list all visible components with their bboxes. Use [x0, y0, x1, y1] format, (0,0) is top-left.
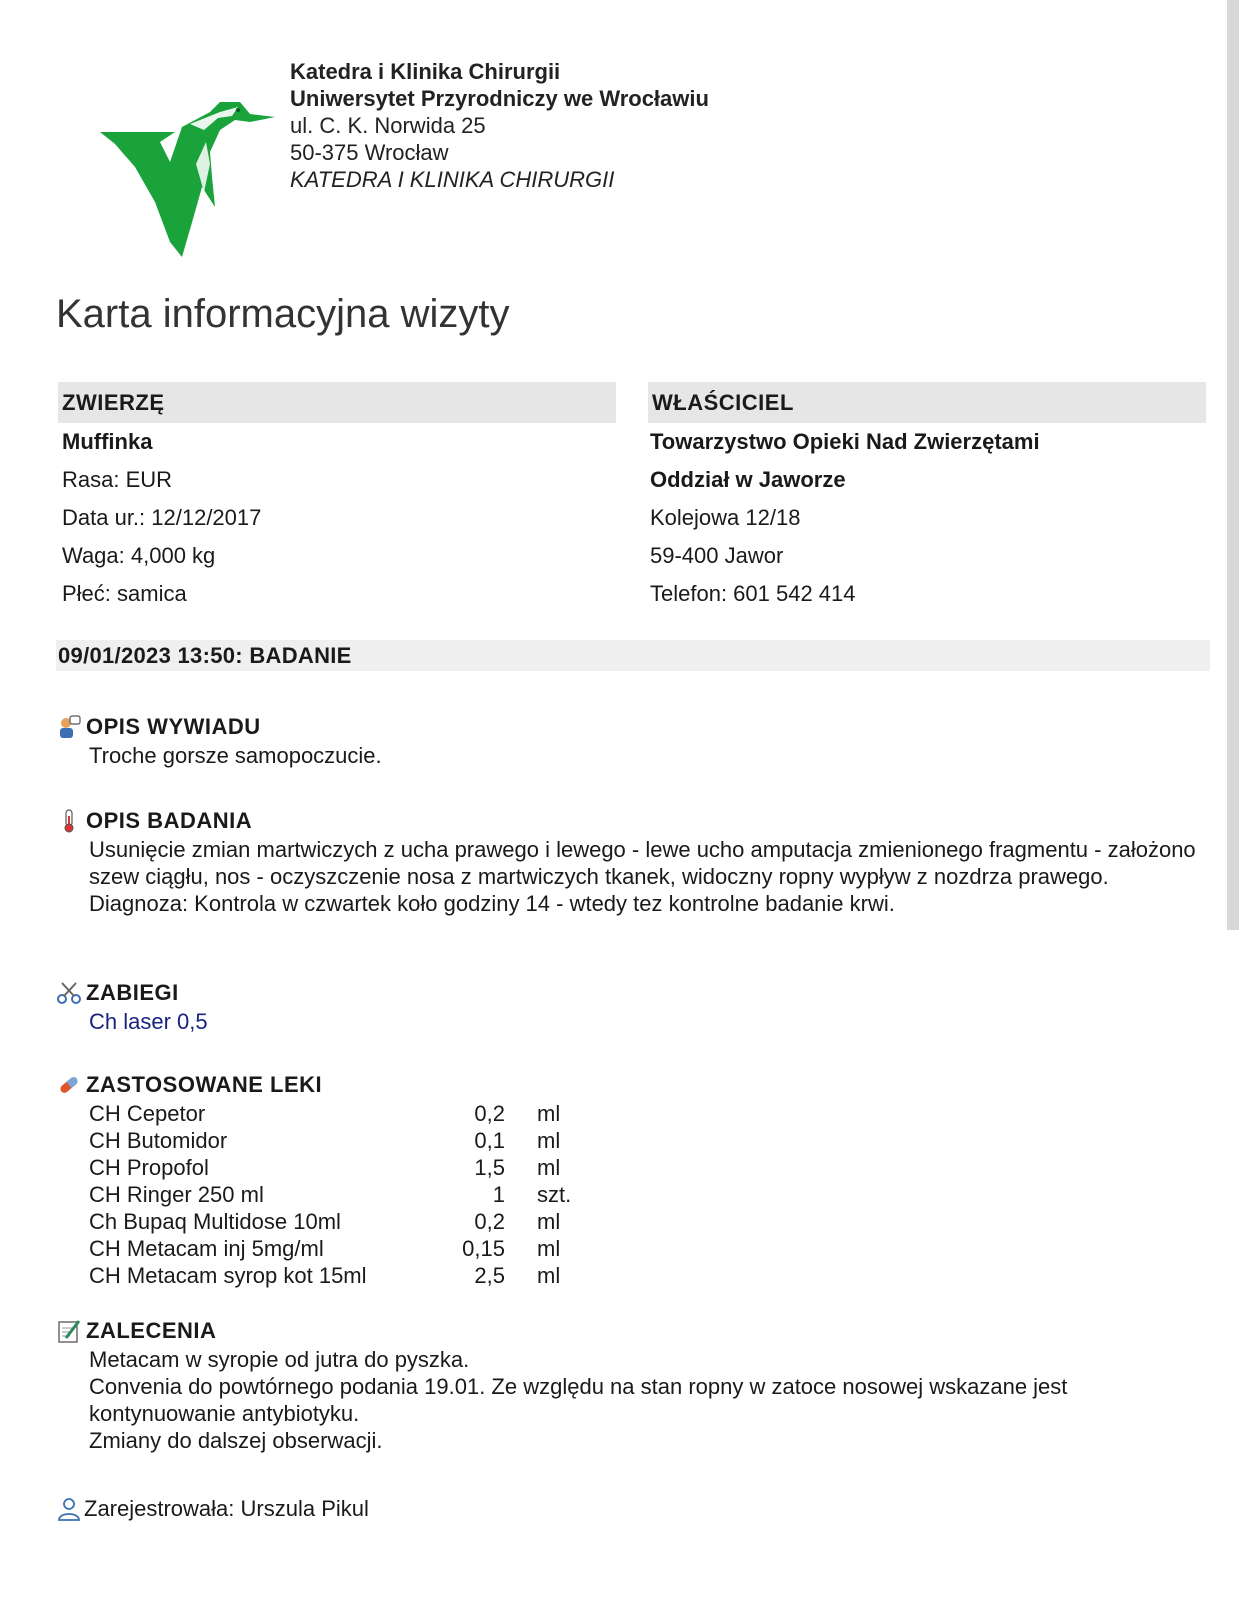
recommendations-section	[56, 1316, 1206, 1454]
recommendation-line: Convenia do powtórnego podania 19.01. Ze względu na stan ropny w zatoce nosowej wskazane jest kontynuowanie antybiotyku.	[89, 1374, 1068, 1426]
clinic-name: Katedra i Klinika Chirurgii	[290, 59, 561, 84]
clinic-label: KATEDRA I KLINIKA CHIRURGII	[290, 167, 615, 192]
drugs-section	[56, 1070, 1206, 1289]
animal-birth: Data ur.: 12/12/2017	[62, 505, 262, 530]
animal-heading: ZWIERZĘ	[58, 382, 616, 423]
drug-qty: 1	[492, 1182, 505, 1207]
drug-qty: 0,2	[474, 1101, 505, 1126]
visit-header: 09/01/2023 13:50: BADANIE	[56, 640, 1210, 671]
drugs-table	[89, 1100, 617, 1289]
drug-name: CH Ringer 250 ml	[89, 1182, 264, 1207]
user-icon	[56, 1496, 82, 1522]
clinic-city: 50-375 Wrocław	[290, 140, 449, 165]
notepad-icon	[56, 1318, 82, 1344]
drug-unit: ml	[537, 1263, 561, 1288]
drug-name: CH Propofol	[89, 1155, 209, 1180]
procedures-heading: ZABIEGI	[86, 980, 179, 1005]
drug-unit: ml	[537, 1101, 561, 1126]
clinic-university: Uniwersytet Przyrodniczy we Wrocławiu	[290, 86, 709, 111]
exam-section	[56, 806, 1206, 917]
drug-unit: ml	[537, 1155, 561, 1180]
table-row	[89, 1181, 617, 1208]
table-row	[89, 1208, 617, 1235]
exam-text: Usunięcie zmian martwiczych z ucha prawego i lewego - lewe ucho amputacja zmienionego fragmentu - założono szew ciągłu, nos - oczyszczenie nosa z martwiczych tkanek, widoczny ropny wypływ z nozdrza prawego.	[89, 837, 1196, 889]
procedures-section	[56, 978, 1206, 1035]
pill-icon	[56, 1072, 82, 1098]
drug-qty: 0,15	[462, 1236, 505, 1261]
drug-qty: 0,2	[474, 1209, 505, 1234]
drug-qty: 2,5	[474, 1263, 505, 1288]
procedure-item[interactable]: Ch laser 0,5	[89, 1009, 208, 1034]
interview-text: Troche gorsze samopoczucie.	[89, 743, 382, 768]
drug-unit: ml	[537, 1128, 561, 1153]
clinic-street: ul. C. K. Norwida 25	[290, 113, 486, 138]
owner-panel	[648, 382, 1206, 613]
exam-heading: OPIS BADANIA	[86, 808, 253, 833]
recommendation-line: Metacam w syropie od jutra do pyszka.	[89, 1347, 470, 1372]
owner-street: Kolejowa 12/18	[650, 505, 801, 530]
registered-text: Zarejestrowała: Urszula Pikul	[84, 1496, 369, 1521]
interview-heading: OPIS WYWIADU	[86, 714, 261, 739]
drug-qty: 0,1	[474, 1128, 505, 1153]
interview-section	[56, 712, 1206, 769]
table-row	[89, 1100, 617, 1127]
drug-unit: ml	[537, 1236, 561, 1261]
animal-weight: Waga: 4,000 kg	[62, 543, 216, 568]
clinic-info	[290, 58, 709, 193]
animal-panel	[58, 382, 616, 613]
animal-name: Muffinka	[62, 429, 153, 454]
recommendation-line: Zmiany do dalszej obserwacji.	[89, 1428, 383, 1453]
drugs-heading: ZASTOSOWANE LEKI	[86, 1072, 323, 1097]
drug-name: CH Metacam inj 5mg/ml	[89, 1236, 324, 1261]
owner-phone: Telefon: 601 542 414	[650, 581, 856, 606]
scrollbar[interactable]	[1227, 0, 1239, 930]
animal-breed: Rasa: EUR	[62, 467, 173, 492]
registered-by	[56, 1496, 369, 1522]
drug-name: CH Metacam syrop kot 15ml	[89, 1263, 367, 1288]
drug-name: CH Cepetor	[89, 1101, 206, 1126]
thermometer-icon	[56, 808, 82, 834]
owner-city: 59-400 Jawor	[650, 543, 784, 568]
drug-name: Ch Bupaq Multidose 10ml	[89, 1209, 341, 1234]
owner-heading: WŁAŚCICIEL	[648, 382, 1206, 423]
table-row	[89, 1154, 617, 1181]
drug-qty: 1,5	[474, 1155, 505, 1180]
animal-sex: Płeć: samica	[62, 581, 187, 606]
owner-name-line1: Towarzystwo Opieki Nad Zwierzętami	[650, 429, 1040, 454]
drug-name: CH Butomidor	[89, 1128, 228, 1153]
drug-unit: szt.	[537, 1182, 572, 1207]
recommendations-heading: ZALECENIA	[86, 1318, 217, 1343]
table-row	[89, 1127, 617, 1154]
exam-diagnosis: Diagnoza: Kontrola w czwartek koło godziny 14 - wtedy tez kontrolne badanie krwi.	[89, 891, 895, 916]
scissors-icon	[56, 980, 82, 1006]
page-title: Karta informacyjna wizyty	[56, 292, 510, 336]
table-row	[89, 1262, 617, 1289]
drug-unit: ml	[537, 1209, 561, 1234]
table-row	[89, 1235, 617, 1262]
owner-name-line2: Oddział w Jaworze	[650, 467, 846, 492]
clinic-logo	[100, 92, 275, 257]
interview-icon	[56, 714, 82, 740]
